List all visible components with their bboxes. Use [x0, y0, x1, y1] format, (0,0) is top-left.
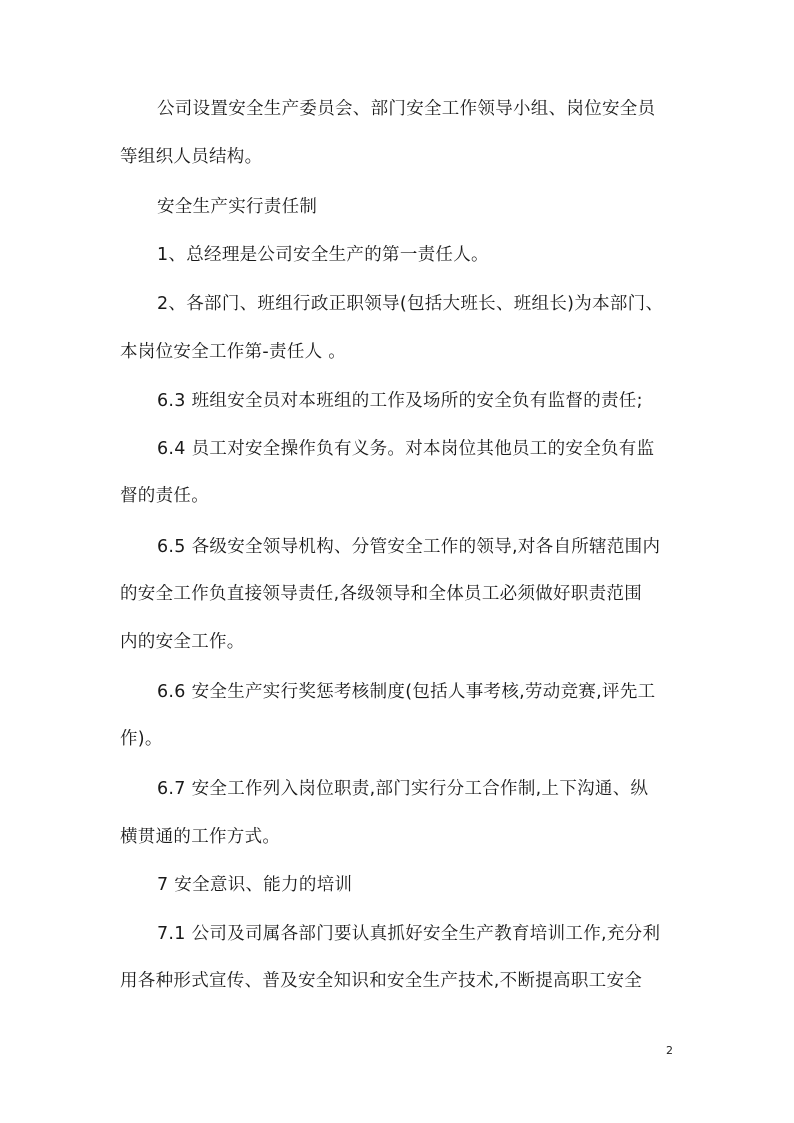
text-line: 6.6 安全生产实行奖惩考核制度(包括人事考核,劳动竞赛,评先工 — [157, 682, 656, 702]
section-heading: 安全生产实行责任制 — [157, 197, 318, 217]
text-line: 内的安全工作。 — [120, 632, 245, 652]
page-number: 2 — [666, 1044, 673, 1057]
text-line: 公司设置安全生产委员会、部门安全工作领导小组、岗位安全员 — [157, 99, 656, 119]
text-line: 的安全工作负直接领导责任,各级领导和全体员工必须做好职责范围 — [120, 584, 643, 604]
text-line: 督的责任。 — [120, 486, 209, 506]
text-line: 2、各部门、班组行政正职领导(包括大班长、班组长)为本部门、 — [157, 294, 664, 314]
section-heading: 7 安全意识、能力的培训 — [157, 875, 353, 895]
text-line: 1、总经理是公司安全生产的第一责任人。 — [157, 245, 489, 265]
text-line: 用各种形式宣传、普及安全知识和安全生产技术,不断提高职工安全 — [120, 971, 643, 991]
text-line: 6.7 安全工作列入岗位职责,部门实行分工合作制,上下沟通、纵 — [157, 779, 649, 799]
text-line: 等组织人员结构。 — [120, 147, 263, 167]
text-line: 6.4 员工对安全操作负有义务。对本岗位其他员工的安全负有监 — [157, 439, 655, 459]
text-line: 7.1 公司及司属各部门要认真抓好安全生产教育培训工作,充分利 — [157, 924, 661, 944]
text-line: 6.5 各级安全领导机构、分管安全工作的领导,对各自所辖范围内 — [157, 537, 661, 557]
text-line: 6.3 班组安全员对本班组的工作及场所的安全负有监督的责任; — [157, 391, 643, 411]
text-line: 本岗位安全工作第-责任人 。 — [120, 342, 347, 362]
text-line: 作)。 — [120, 729, 163, 749]
text-line: 横贯通的工作方式。 — [120, 827, 281, 847]
